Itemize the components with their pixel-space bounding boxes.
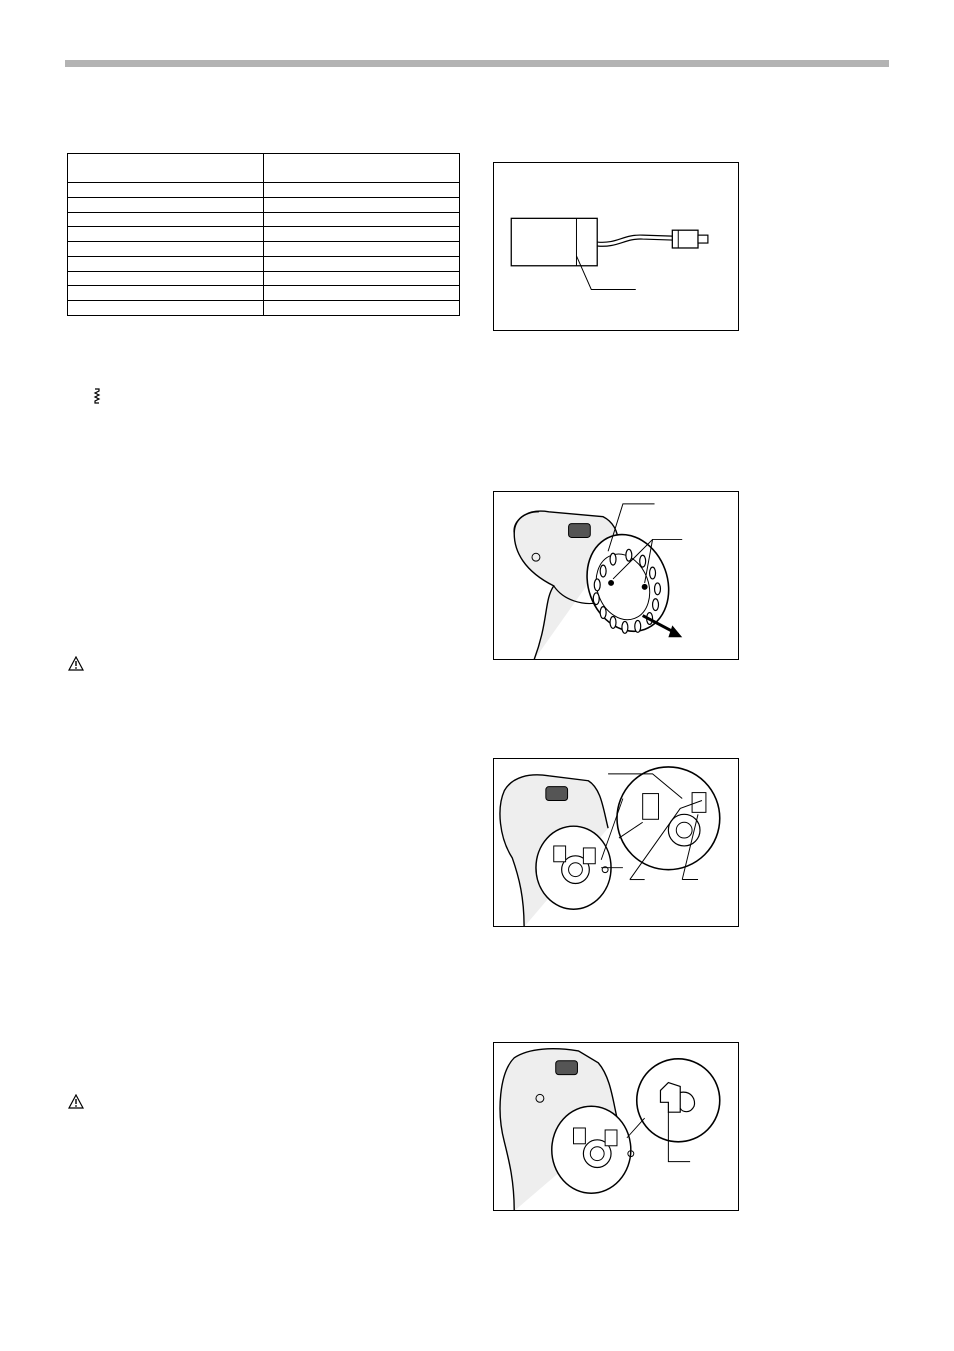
header-rule [65,60,889,67]
table-cell [68,256,264,271]
table-header-cell [68,154,264,183]
table-cell [68,183,264,198]
table-row [68,227,460,242]
table-cell [68,301,264,316]
drill-bit-icon [92,388,102,404]
table-cell [68,197,264,212]
table-row [68,242,460,257]
table-cell [68,286,264,301]
caution-triangle-icon [68,1094,84,1109]
figure-carbon-brush-inner [493,758,739,927]
table-row [68,212,460,227]
table-row [68,271,460,286]
figure-carbon-brush-spring [493,1042,739,1211]
table-cell [264,286,460,301]
table-header-row [68,154,460,183]
table-cell [264,227,460,242]
table-cell [264,301,460,316]
table-row [68,256,460,271]
table-cell [264,271,460,286]
spec-table [67,153,460,316]
table-cell [68,212,264,227]
table-cell [68,271,264,286]
table-cell [264,197,460,212]
table-header-cell [264,154,460,183]
table-cell [264,256,460,271]
table-cell [264,183,460,198]
table-row [68,286,460,301]
figure-brush-holder-cap-removal [493,491,739,660]
table-cell [264,242,460,257]
table-cell [68,242,264,257]
table-cell [68,227,264,242]
table-row [68,183,460,198]
figure-battery-fuse [493,162,739,331]
table-row [68,197,460,212]
caution-triangle-icon [68,656,84,671]
table-row [68,301,460,316]
table-cell [264,212,460,227]
